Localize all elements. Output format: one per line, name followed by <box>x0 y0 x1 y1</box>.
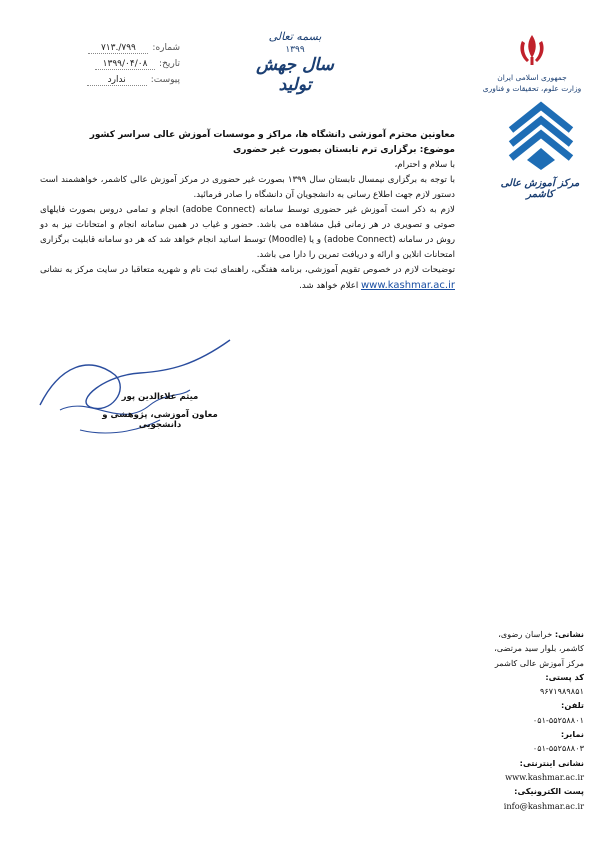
date-row <box>20 56 180 72</box>
paragraph-3-text: توضیحات لازم در خصوص تقویم آموزشی، برنامه هفتگی، راهنمای ثبت نام و شهریه متعاقبا در سایت مرکز به نشانی <box>40 265 455 275</box>
attachment-label: پیوست: <box>150 75 180 85</box>
web-value[interactable]: www.kashmar.ac.ir <box>505 771 584 782</box>
phone-value: ۰۵۱-۵۵۲۵۸۸۰۱ <box>532 714 584 725</box>
signer-title: معاون آموزشی، پژوهشی و دانشجویی <box>102 410 218 430</box>
paragraph-1: با توجه به برگزاری نیمسال تابستان سال ۱۳۹۹ بصورت غیر حضوری در مرکز آموزش عالی کاشمر، خواهشمند است دستور لازم جهت اطلاع رسانی به دانشجویان آن دانشگاه را صادر فرمائید. <box>40 175 455 200</box>
ministry-line2: وزارت علوم، تحقیقات و فناوری <box>482 84 582 93</box>
signature-block <box>80 360 240 430</box>
address-text: خراسان رضوی، کاشمر، بلوار سید مرتضی، مرکز آموزش عالی کاشمر <box>494 629 584 668</box>
attachment-row <box>20 72 180 88</box>
email-label: پست الکترونیکی: <box>514 786 584 797</box>
signer-name: میثم علاءالدین پور <box>121 392 199 402</box>
letter-meta <box>20 40 180 88</box>
number-label: شماره: <box>152 43 180 53</box>
paragraph-3-end: اعلام خواهد شد. <box>299 281 359 291</box>
bismillah: بسمه تعالی <box>268 30 322 43</box>
date-label: تاریخ: <box>159 59 180 69</box>
header-calligraphy <box>240 30 350 100</box>
university-logo-icon <box>505 100 577 172</box>
fax-label: نمابر: <box>560 729 584 740</box>
phone-label: تلفن: <box>561 700 584 711</box>
contact-panel <box>478 627 584 813</box>
ministry-name <box>480 72 584 94</box>
number-row <box>20 40 180 56</box>
recipient-line: معاونین محترم آموزشی دانشگاه ها، مراکز و موسسات آموزش عالی سراسر کشور <box>89 130 455 140</box>
year-motto: سال جهش تولید <box>256 55 334 95</box>
website-link[interactable]: www.kashmar.ac.ir <box>360 280 455 291</box>
address-label: نشانی: <box>554 629 584 639</box>
web-label: نشانی اینترنتی: <box>519 757 584 768</box>
iran-emblem-icon <box>514 32 550 68</box>
year-text: ۱۳۹۹ <box>285 45 305 55</box>
postal-value: ۹۶۷۱۹۸۹۸۵۱ <box>540 686 584 697</box>
university-name: مرکز آموزش عالی کاشمر <box>500 178 580 200</box>
email-value[interactable]: info@kashmar.ac.ir <box>503 800 584 811</box>
number-value: ۷۹۹/.۷۱۳ <box>88 43 148 54</box>
paragraph-3 <box>40 263 455 294</box>
ministry-line1: جمهوری اسلامی ایران <box>497 73 567 82</box>
date-value: ۱۳۹۹/۰۴/۰۸ <box>95 59 155 70</box>
postal-label: کد پستی: <box>545 671 584 682</box>
fax-value: ۰۵۱-۵۵۲۵۸۸۰۳ <box>532 743 584 754</box>
paragraph-2: لازم به ذکر است آموزش غیر حضوری توسط سامانه (adobe Connect) انجام و تمامی دروس بصورت فایلهای صوتی و تصویری در هر زمانی قبل مشاهده می باشد. حضور و غیاب در همین سامانه انجام و امتحانات نیز به دو روش در سامانه (adobe Connect) و یا (Moodle) توسط اساتید انجام خواهد شد که هر دو سامانه قابلیت برگزاری امتحانات انلاین و ارائه و دریافت تمرین را دارا می باشد. <box>40 205 455 260</box>
letter-body <box>40 128 455 294</box>
greeting: با سلام و احترام، <box>394 160 455 170</box>
subject-line: موضوع: برگزاری ترم تابستان بصورت غیر حضوری <box>233 145 455 155</box>
attachment-value: ندارد <box>87 75 147 86</box>
